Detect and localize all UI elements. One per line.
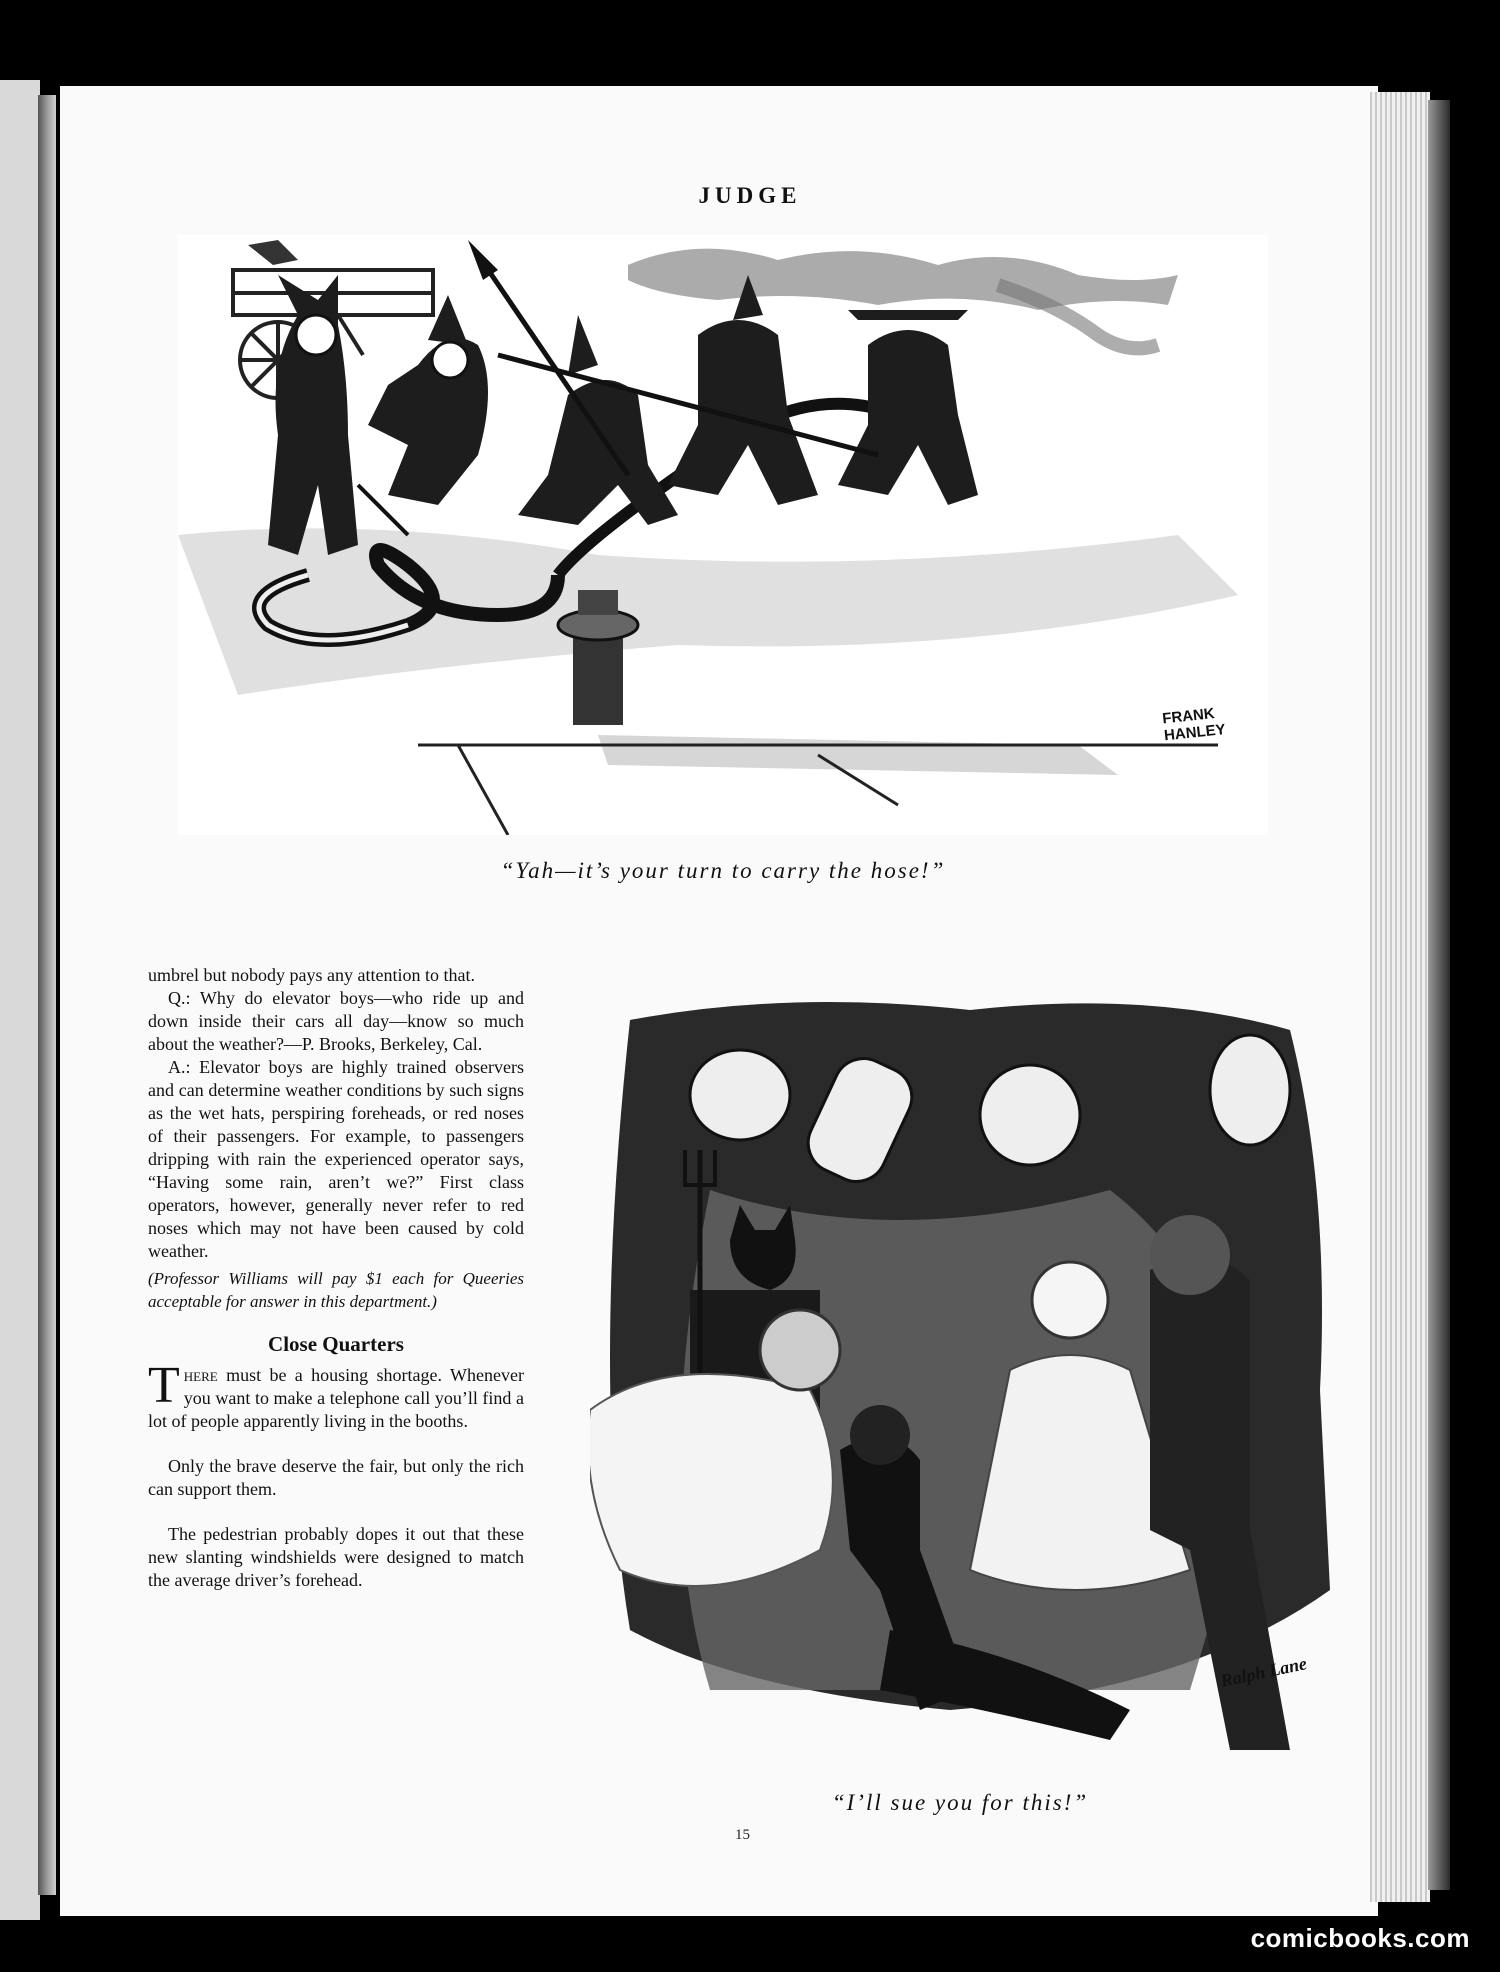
- page-stack-edge: [1370, 92, 1430, 1902]
- section-opening-smallcaps: here: [183, 1365, 218, 1385]
- joke-paragraph: Only the brave deserve the fair, but only the rich can support them.: [148, 1456, 524, 1499]
- question-paragraph: Q.: Why do elevator boys—who ride up and down inside their cars all day—know so much about the weather?—P. Brooks, Berkeley, Cal.: [148, 988, 524, 1054]
- section-paragraph: [148, 1357, 524, 1433]
- cartoon-signature: FRANK HANLEY: [1161, 705, 1227, 745]
- firemen-cartoon: [178, 235, 1268, 835]
- editor-note: (Professor Williams will pay $1 each for Queeries acceptable for answer in this department.): [148, 1269, 524, 1311]
- drop-cap: T: [148, 1357, 180, 1414]
- answer-paragraph: A.: Elevator boys are highly trained observers and can determine weather conditions by such signs as the wet hats, perspiring foreheads, or red noses of their passengers. For example, to passengers dripping with rain the experienced operator says, “Having some rain, aren’t we?” First class operators, however, generally never refer to red noses which may not have been caused by cold weather.: [148, 1057, 524, 1261]
- watermark: comicbooks.com: [1250, 1923, 1470, 1953]
- page-number: 15: [735, 1827, 750, 1843]
- joke-paragraph: The pedestrian probably dopes it out that these new slanting windshields were designed to match the average driver’s forehead.: [148, 1524, 524, 1590]
- top-cartoon-caption: “Yah—it’s your turn to carry the hose!”: [500, 858, 946, 883]
- firemen-illustration: [178, 235, 1268, 835]
- continued-paragraph: umbrel but nobody pays any attention to that.: [148, 965, 475, 985]
- bottom-cartoon-caption: “I’ll sue you for this!”: [831, 1790, 1089, 1815]
- section-heading: Close Quarters: [268, 1332, 404, 1356]
- magazine-title: JUDGE: [698, 183, 802, 208]
- text-column: [148, 964, 524, 1592]
- book-gutter: [38, 95, 56, 1895]
- page-stack-shadow: [1428, 100, 1450, 1890]
- section-paragraph-text: must be a housing shortage. Whenever you want to make a telephone call you’ll find a lot of people apparently living in the booths.: [148, 1365, 524, 1431]
- previous-page-edge: [0, 80, 40, 1920]
- cartoon-signature: Ralph Lane: [1218, 1653, 1309, 1691]
- costume-party-cartoon: [590, 990, 1330, 1780]
- costume-party-illustration: [590, 990, 1330, 1780]
